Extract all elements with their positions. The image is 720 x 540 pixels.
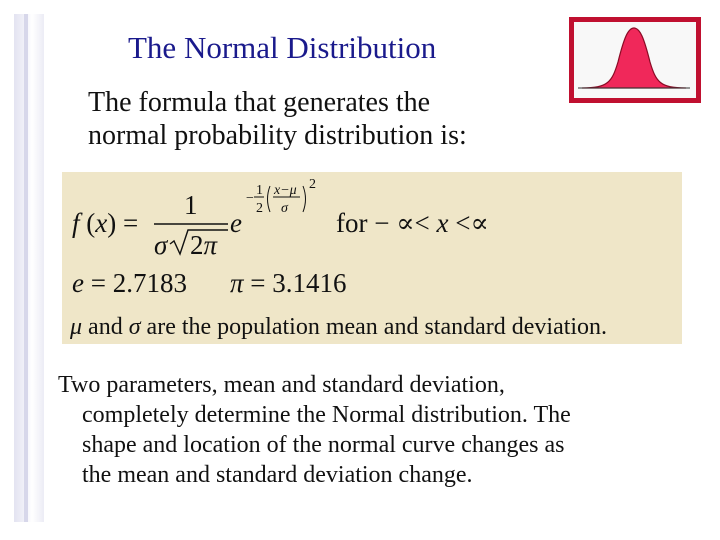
conclusion-line-3: shape and location of the normal curve changes as: [82, 432, 565, 458]
decorative-side-bar: [14, 14, 44, 522]
intro-text: [88, 86, 548, 152]
intro-line-2: normal probability distribution is:: [88, 120, 467, 151]
svg-text:1: 1: [256, 183, 263, 198]
svg-text:2: 2: [256, 201, 263, 216]
svg-text:x−μ: x−μ: [274, 183, 297, 198]
normal-curve-icon: [574, 22, 694, 96]
conclusion-line-1: Two parameters, mean and standard deviation,: [58, 372, 505, 398]
formula-range: for − ∝< x <∝: [336, 208, 489, 239]
e-value: e = 2.7183: [72, 268, 187, 298]
svg-text:2π: 2π: [190, 230, 218, 260]
conclusion-text: [58, 370, 698, 490]
formula-graphic: [62, 172, 682, 344]
formula-lhs: f (x) =: [72, 208, 139, 238]
intro-line-1: The formula that generates the: [88, 87, 431, 118]
slide-title: The Normal Distribution: [128, 30, 437, 65]
svg-text:−: −: [246, 191, 254, 206]
formula-exponent: [246, 177, 316, 216]
svg-text:σ: σ: [281, 201, 288, 216]
formula-denominator: σ: [154, 230, 168, 260]
svg-text:2: 2: [309, 177, 316, 192]
formula-box: [62, 172, 682, 344]
formula-numerator: 1: [184, 190, 198, 220]
pi-value: π = 3.1416: [230, 268, 347, 298]
conclusion-line-2: completely determine the Normal distribution. The: [82, 402, 571, 428]
normal-curve-thumbnail: [569, 17, 701, 103]
parameters-note: μ and σ are the population mean and standard deviation.: [70, 314, 608, 340]
formula-e: e: [230, 208, 242, 238]
conclusion-line-4: the mean and standard deviation change.: [82, 462, 473, 488]
